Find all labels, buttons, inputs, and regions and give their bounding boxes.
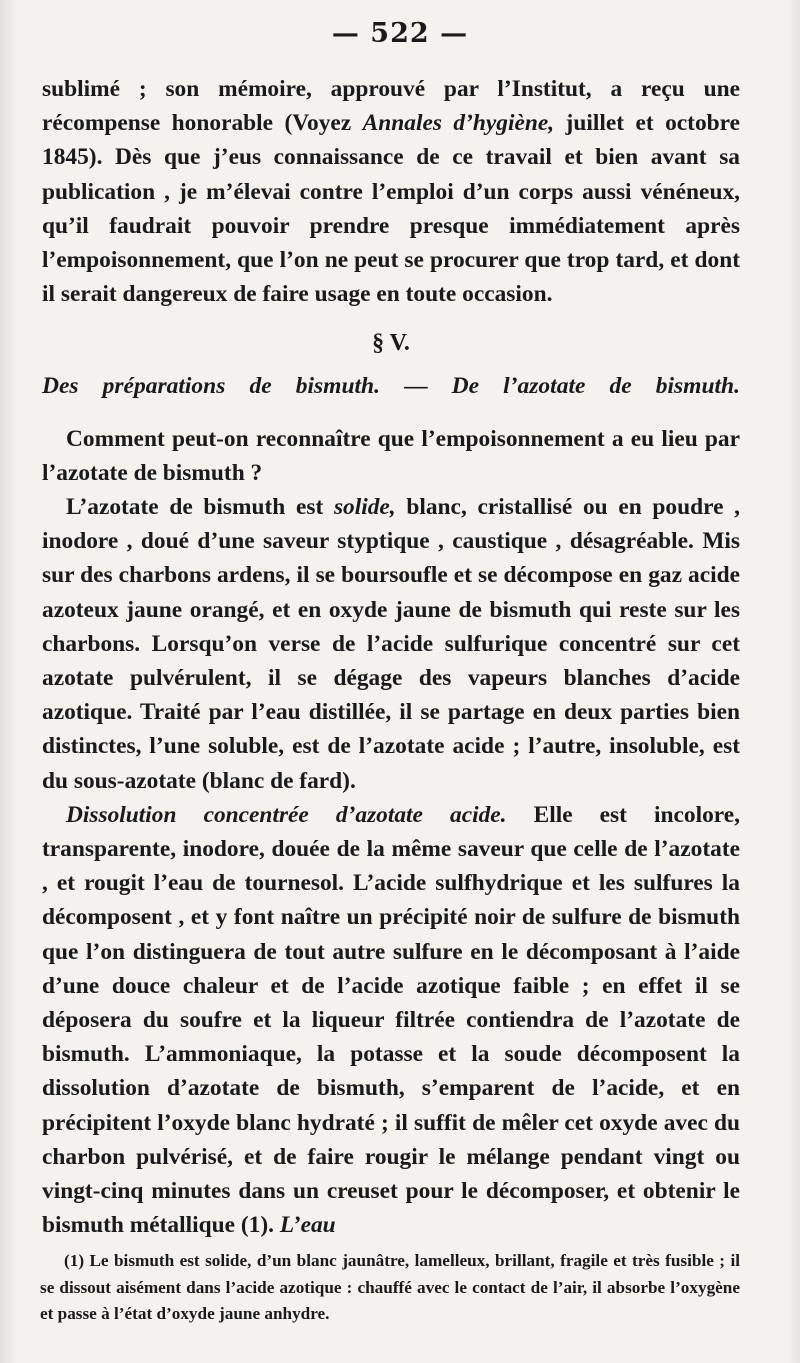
subheading-part-a: Des préparations de bismuth.	[42, 373, 380, 400]
question-paragraph: Comment peut-on reconnaître que l’empoisonnement a eu lieu par l’azotate de bismuth ?	[42, 425, 740, 486]
paragraph-intro	[42, 72, 740, 311]
subheading-part-b: De l’azotate de bismuth.	[451, 373, 741, 400]
paragraph-azotate-rest: blanc, cristallisé ou en poudre , inodore , doué d’une saveur styptique , caustique , désagréable. Mis sur des charbons ardens, il se boursoufle et se décompose en gaz acide azoteux jaune orangé, et en oxyde jaune de bismuth qui reste sur les charbons. Lorsqu’on verse de l’acide sulfurique concentré sur cet azotate pulvérulent, il se dégage des vapeurs blanches d’acide azotique. Traité par l’eau distillée, il se partage en deux parties bien distinctes, l’une soluble, est de l’azotate acide ; l’autre, insoluble, est du sous-azotate (blanc de fard).	[42, 494, 740, 794]
journal-title: Annales d’hygiène,	[362, 110, 555, 137]
paragraph-azotate	[42, 490, 740, 798]
paragraph-azotate-start: L’azotate de bismuth est	[66, 494, 334, 521]
footnote-area	[40, 1248, 740, 1328]
subheading-dash: —	[379, 373, 452, 400]
section-subheading	[42, 369, 740, 403]
page-number: — 522 —	[331, 18, 469, 49]
paragraph-dissolution-end: L’eau	[279, 1212, 336, 1239]
paragraph-intro-text: sublimé ; son mémoire, approuvé par l’Institut, a reçu une récompense honorable (Voyez	[42, 76, 740, 137]
footnote-1: (1) Le bismuth est solide, d’un blanc jaunâtre, lamelleux, brillant, fragile et très fusible ; il se dissout aisément dans l’acide azotique : chauffé avec le contact de l’air, il absorbe l’oxygène et passe à l’état d’oxyde jaune anhydre.	[40, 1251, 740, 1323]
paragraph-azotate-italic: solide,	[333, 494, 396, 521]
paragraph-dissolution-text: Elle est incolore, transparente, inodore, douée de la même saveur que celle de l’azotate , et rougit l’eau de tournesol. L’acide sulfhydrique et les sulfures la décomposent , et y font naître un précipité noir de sulfure de bismuth que l’on distinguera de tout autre sulfure en le décomposant à l’aide d’une douce chaleur et de l’acide azotique faible ; en effet il se déposera du soufre et la liqueur filtrée contiendra de l’azotate de bismuth. L’ammoniaque, la potasse et la soude décomposent la dissolution d’azotate de bismuth, s’emparent de l’acide, et en précipitent l’oxyde blanc hydraté ; il suffit de mêler cet oxyde avec du charbon pulvérisé, et de faire rougir le mélange pendant vingt ou vingt-cinq minutes dans un creuset pour le décomposer, et obtenir le bismuth métallique (1).	[42, 801, 740, 1239]
paragraph-dissolution-title: Dissolution concentrée d’azotate acide.	[66, 801, 507, 828]
paragraph-dissolution	[42, 798, 740, 1243]
paragraph-intro-rest: juillet et octobre 1845). Dès que j’eus connaissance de ce travail et bien avant sa publication , je m’élevai contre l’emploi d’un corps aussi vénéneux, qu’il faudrait pouvoir prendre presque immédiatement après l’empoisonnement, que l’on ne peut se procurer que trop tard, et dont il serait dangereux de faire usage en toute occasion.	[42, 110, 740, 308]
section-heading: § V.	[372, 330, 410, 357]
main-text	[42, 72, 740, 1243]
